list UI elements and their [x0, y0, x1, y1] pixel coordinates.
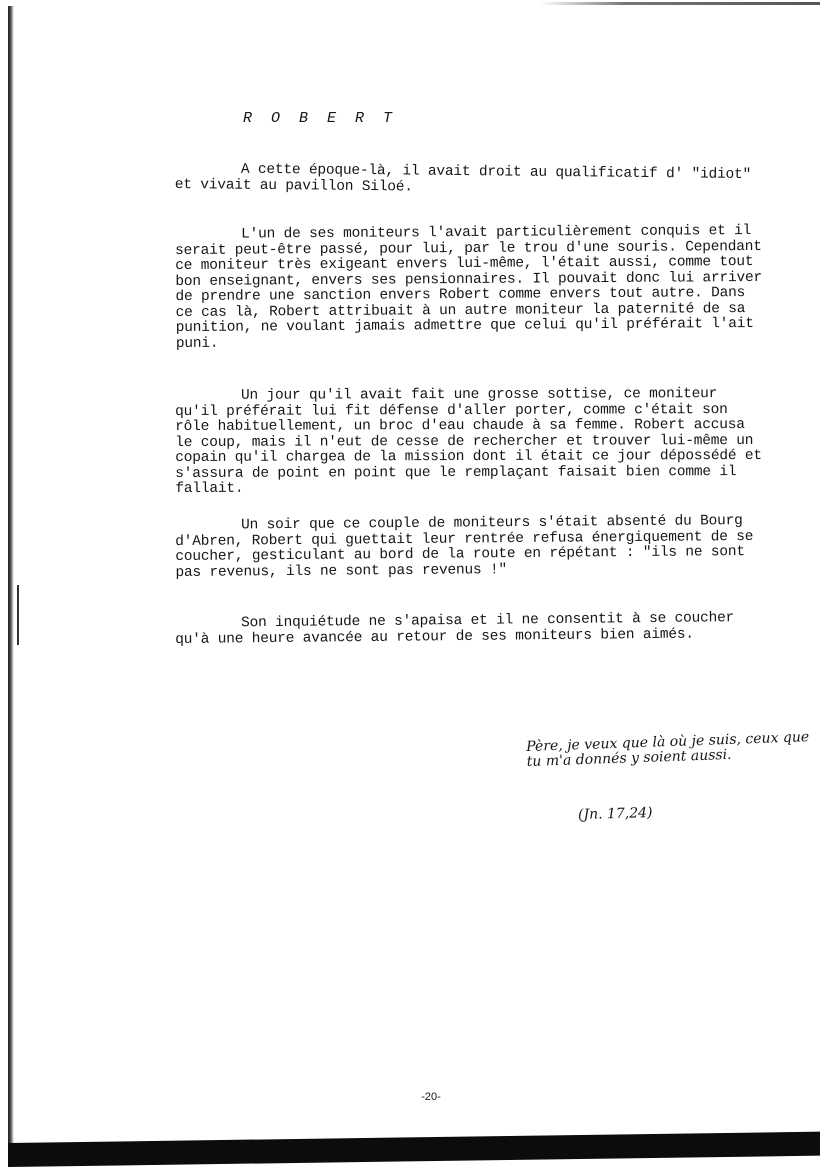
paragraph-5: Son inquiétude ne s'apaisa et il ne consentit à se coucher qu'à une heure avancée au retour de ses moniteurs bien aimés.	[175, 610, 735, 648]
scan-left-edge-shadow	[8, 6, 14, 1156]
quote-reference: (Jn. 17,24)	[577, 805, 653, 823]
handwritten-quote: Père, je veux que là où je suis, ceux que tu m'a donnés y soient aussi.	[525, 729, 810, 770]
scan-margin-mark	[17, 585, 19, 645]
page-number: -20-	[421, 1091, 441, 1103]
paragraph-4: Un soir que ce couple de moniteurs s'était absenté du Bourg d'Abren, Robert qui guettait leur rentrée refusa énergiquement de se coucher, gesticulant au bord de la route en répétant : "ils ne sont pas revenus, ils ne sont pas revenus !"	[175, 513, 754, 581]
page-title: R O B E R T	[243, 110, 398, 127]
paragraph-1: A cette époque-là, il avait droit au qualificatif d' "idiot" et vivait au pavillon Siloé.	[174, 161, 752, 195]
scan-bottom-edge-shadow	[8, 1132, 820, 1167]
scan-top-edge-shadow	[540, 2, 820, 5]
paragraph-3: Un jour qu'il avait fait une grosse sottise, ce moniteur qu'il préférait lui fit défense d'aller porter, comme c'était son rôle habituellement, un broc d'eau chaude à sa femme. Robert accusa le coup, mais il n'eut de cesse de rechercher et trouver lui-même un copain qu'il chargea de la mission dont il était ce jour dépossédé et s'assura de point en point que le remplaçant faisait bien comme il fallait.	[175, 386, 762, 497]
paragraph-2: L'un de ses moniteurs l'avait particulièrement conquis et il serait peut-être passé, pour lui, par le trou d'une souris. Cependant ce moniteur très exigeant envers lui-même, l'était aussi, comme tout bon enseignant, envers ses pensionnaires. Il pouvait donc lui arriver de prendre une sanction envers Robert comme envers tout autre. Dans ce cas là, Robert attribuait à un autre moniteur la paternité de sa punition, ne voulant jamais admettre que celui qu'il préférait l'ait puni.	[175, 222, 763, 352]
